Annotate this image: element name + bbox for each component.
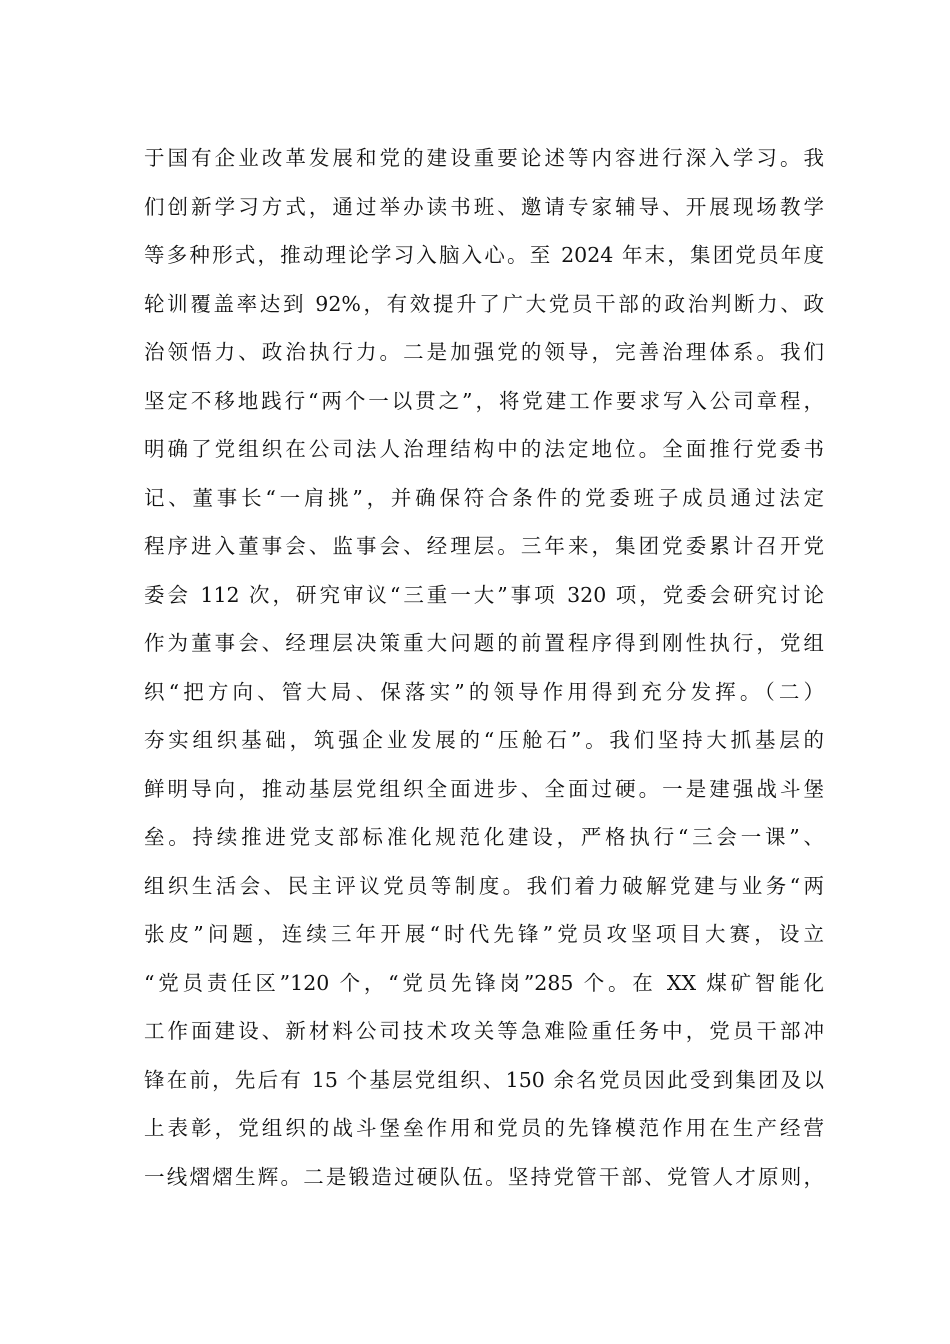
- text-line: 一线熠熠生辉。二是锻造过硬队伍。坚持党管干部、党管人才原则，: [144, 1164, 824, 1189]
- text-line: 组织生活会、民主评议党员等制度。我们着力破解党建与业务“两: [144, 873, 824, 898]
- text-line: 工作面建设、新材料公司技术攻关等急难险重任务中，党员干部冲: [144, 1019, 824, 1043]
- text-line: 夯实组织基础，筑强企业发展的“压舱石”。我们坚持大抓基层的: [144, 728, 824, 752]
- text-line: 等多种形式，推动理论学习入脑入心。至 2024 年末，集团党员年度: [144, 243, 824, 267]
- text-line: 张皮”问题，连续三年开展“时代先锋”党员攻坚项目大赛，设立: [144, 922, 824, 946]
- text-line: 织“把方向、管大局、保落实”的领导作用得到充分发挥。（二）: [144, 679, 824, 704]
- text-line: 明确了党组织在公司法人治理结构中的法定地位。全面推行党委书: [144, 437, 824, 461]
- text-line: “党员责任区”120 个，“党员先锋岗”285 个。在 XX 煤矿智能化: [144, 970, 824, 995]
- body-text: [144, 134, 824, 1201]
- text-line: 轮训覆盖率达到 92%，有效提升了广大党员干部的政治判断力、政: [144, 291, 824, 316]
- text-line: 作为董事会、经理层决策重大问题的前置程序得到刚性执行，党组: [144, 631, 824, 655]
- text-line: 垒。持续推进党支部标准化规范化建设，严格执行“三会一课”、: [144, 825, 824, 849]
- text-line: 鲜明导向，推动基层党组织全面进步、全面过硬。一是建强战斗堡: [144, 776, 824, 801]
- text-line: 上表彰，党组织的战斗堡垒作用和党员的先锋模范作用在生产经营: [144, 1116, 824, 1140]
- text-line: 记、董事长“一肩挑”，并确保符合条件的党委班子成员通过法定: [144, 485, 824, 510]
- text-line: 们创新学习方式，通过举办读书班、邀请专家辅导、开展现场教学: [144, 194, 824, 219]
- text-line: 程序进入董事会、监事会、经理层。三年来，集团党委累计召开党: [144, 534, 824, 558]
- text-line: 锋在前，先后有 15 个基层党组织、150 余名党员因此受到集团及以: [144, 1067, 824, 1092]
- text-line: 于国有企业改革发展和党的建设重要论述等内容进行深入学习。我: [144, 146, 824, 170]
- text-line: 治领悟力、政治执行力。二是加强党的领导，完善治理体系。我们: [144, 340, 824, 364]
- text-line: 坚定不移地践行“两个一以贯之”，将党建工作要求写入公司章程，: [144, 388, 824, 413]
- text-line: 委会 112 次，研究审议“三重一大”事项 320 项，党委会研究讨论: [144, 582, 824, 607]
